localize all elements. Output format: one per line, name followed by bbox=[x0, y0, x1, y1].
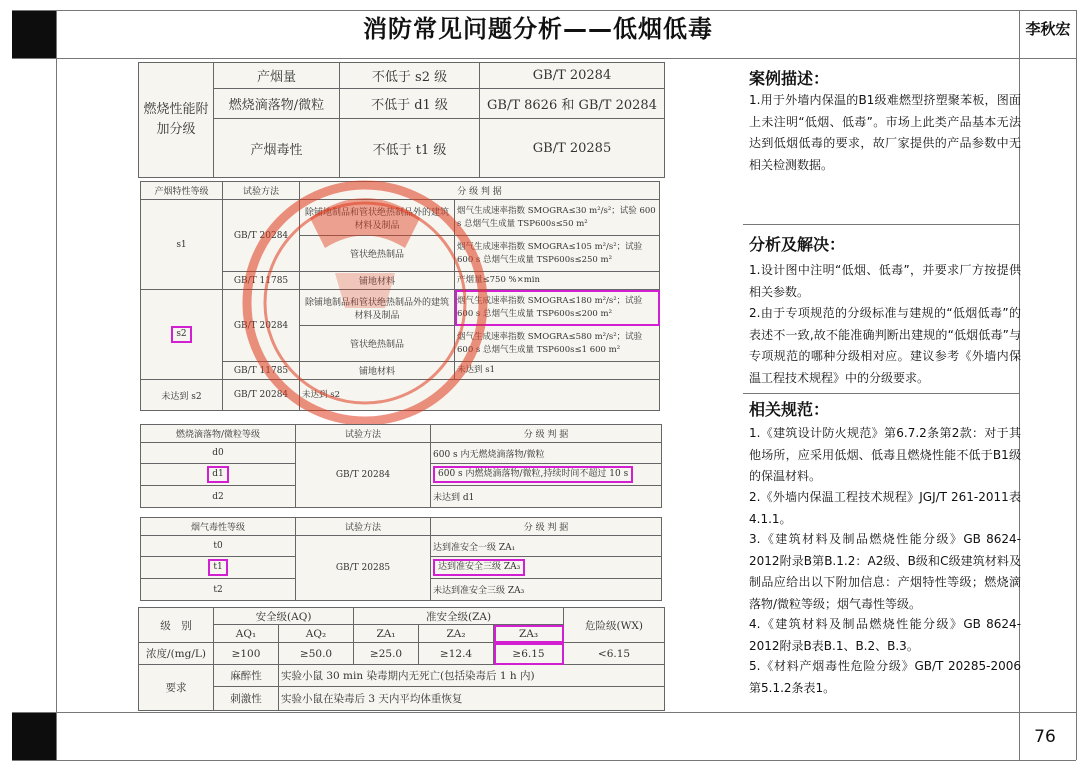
section-divider bbox=[743, 393, 1019, 394]
standard-cell: GB/T 20285 bbox=[480, 119, 665, 178]
criteria-t1: 达到准安全三级 ZA₃ bbox=[433, 559, 525, 576]
requirement-cell: 不低于 d1 级 bbox=[340, 89, 480, 119]
level-d1: d1 bbox=[207, 466, 229, 483]
requirement-cell: 不低于 t1 级 bbox=[340, 119, 480, 178]
method-cell: GB/T 20285 bbox=[296, 536, 431, 601]
criteria-cell-highlighted: 烟气生成速率指数 SMOGRA≤180 m²/s²；试验 600 s 总烟气生成量 TSP600s≤200 m² bbox=[455, 290, 660, 326]
sub-header: ZA₁ bbox=[354, 625, 419, 643]
norm-item-3: 3.《建筑材料及制品燃烧性能分级》GB 8624-2012附录B第B.1.2：A2级、B级和C级建筑材料及制品应给出以下附加信息：产烟特性等级；燃烧滴落物/微粒等级；烟气毒性等级。 bbox=[749, 532, 1021, 611]
grade-label: 级 别 bbox=[139, 608, 214, 643]
norm-item-1: 1.《建筑设计防火规范》第6.7.2条第2款：对于其他场所，应采用低烟、低毒且燃烧性能不低于B1级的保温材料。 bbox=[749, 426, 1021, 483]
level-s1: s1 bbox=[141, 200, 223, 290]
corner-block-top-left bbox=[12, 10, 56, 58]
table-additional-grading bbox=[138, 62, 665, 178]
category-cell: 管状绝热制品 bbox=[300, 236, 455, 272]
sub-header-highlighted: ZA₃ bbox=[494, 625, 564, 643]
method-cell: GB/T 20284 bbox=[223, 290, 300, 362]
analysis-point-2: 2.由于专项规范的分级标准与建规的“低烟低毒”的表述不一致,故不能准确判断出建规的“低烟低毒”与专项规范的哪种分级相对应。建议参考《外墙内保温工程技术规程》中的分级要求。 bbox=[749, 306, 1021, 385]
requirement-label: 要求 bbox=[139, 665, 214, 711]
method-cell: GB/T 20284 bbox=[223, 380, 300, 411]
header-bottom-rule bbox=[12, 58, 1076, 59]
table-toxicity-hazard bbox=[138, 607, 665, 711]
header-cell: 试验方法 bbox=[296, 425, 431, 443]
row-label: 燃烧性能附加分级 bbox=[139, 63, 214, 178]
criteria-cell: 烟气生成速率指数 SMOGRA≤105 m²/s²；试验 600 s 总烟气生成量 TSP600s≤250 m² bbox=[455, 236, 660, 272]
category-cell: 铺地材料 bbox=[300, 362, 455, 380]
header-cell: 烟气毒性等级 bbox=[141, 518, 296, 536]
method-cell: GB/T 20284 bbox=[223, 200, 300, 272]
criteria-cell: 未达到 s1 bbox=[455, 362, 660, 380]
conc-cell: ≥12.4 bbox=[419, 643, 494, 665]
method-cell: GB/T 20284 bbox=[296, 443, 431, 508]
requirement-cell: 不低于 s2 级 bbox=[340, 63, 480, 89]
page-number: 76 bbox=[1034, 727, 1056, 747]
frame-bottom bbox=[12, 760, 1076, 761]
category-cell: 除铺地制品和管状绝热制品外的建筑材料及制品 bbox=[300, 200, 455, 236]
level-t0: t0 bbox=[141, 536, 296, 557]
criteria-cell: 产烟量≤750 %×min bbox=[455, 272, 660, 290]
criteria-cell-highlighted bbox=[431, 464, 662, 486]
item-cell: 产烟毒性 bbox=[214, 119, 340, 178]
case-description-text: 1.用于外墙内保温的B1级难燃型挤塑聚苯板，图面上未注明“低烟、低毒”。市场上此类产品基本无法达到低烟低毒的要求，故厂家提供的产品参数中无相关检测数据。 bbox=[749, 93, 1021, 172]
header-cell: 分 级 判 据 bbox=[300, 182, 660, 200]
irritant-requirement: 实验小鼠在染毒后 3 天内平均体重恢复 bbox=[279, 687, 665, 711]
footer-top-rule bbox=[12, 712, 1076, 713]
category-cell: 除铺地制品和管状绝热制品外的建筑材料及制品 bbox=[300, 290, 455, 326]
item-cell: 燃烧滴落物/微粒 bbox=[214, 89, 340, 119]
method-cell: GB/T 11785 bbox=[223, 362, 300, 380]
safe-level-header: 安全级(AQ) bbox=[214, 608, 354, 625]
header-cell: 试验方法 bbox=[296, 518, 431, 536]
conc-cell: ≥25.0 bbox=[354, 643, 419, 665]
level-t1: t1 bbox=[208, 559, 227, 576]
category-cell: 管状绝热制品 bbox=[300, 326, 455, 362]
norm-item-5: 5.《材料产烟毒性危险分级》GB/T 20285-2006第5.1.2条表1。 bbox=[749, 659, 1021, 695]
level-s2: s2 bbox=[171, 326, 191, 343]
anesthetic-requirement: 实验小鼠 30 min 染毒期内无死亡(包括染毒后 1 h 内) bbox=[279, 665, 665, 687]
standard-cell: GB/T 20284 bbox=[480, 63, 665, 89]
header-cell: 试验方法 bbox=[223, 182, 300, 200]
item-cell: 产烟量 bbox=[214, 63, 340, 89]
conc-cell: <6.15 bbox=[564, 643, 665, 665]
header-cell: 分 级 判 据 bbox=[431, 425, 662, 443]
level-d0: d0 bbox=[141, 443, 296, 464]
level-t2: t2 bbox=[141, 579, 296, 601]
criteria-cell-highlighted bbox=[431, 557, 662, 579]
case-description-title: 案例描述： bbox=[749, 69, 830, 88]
criteria-cell: 烟气生成速率指数 SMOGRA≤580 m²/s²；试验 600 s 总烟气生成量 TSP600s≤1 600 m² bbox=[455, 326, 660, 362]
analysis-title: 分析及解决： bbox=[749, 235, 846, 254]
category-cell: 铺地材料 bbox=[300, 272, 455, 290]
author-name: 李秋宏 bbox=[1025, 20, 1071, 38]
criteria-cell: 达到准安全一级 ZA₁ bbox=[431, 536, 662, 557]
table-flaming-droplets bbox=[140, 424, 662, 508]
concentration-label: 浓度/(mg/L) bbox=[139, 643, 214, 665]
criteria-cell: 未达到准安全三级 ZA₃ bbox=[431, 579, 662, 601]
method-cell: GB/T 11785 bbox=[223, 272, 300, 290]
criteria-cell: 烟气生成速率指数 SMOGRA≤30 m²/s²；试验 600 s 总烟气生成量 TSP600s≤50 m² bbox=[455, 200, 660, 236]
section-divider bbox=[743, 224, 1019, 225]
criteria-d1: 600 s 内燃烧滴落物/微粒,持续时间不超过 10 s bbox=[433, 466, 633, 483]
related-norms-title: 相关规范： bbox=[749, 400, 830, 419]
header-cell: 分 级 判 据 bbox=[431, 518, 662, 536]
norm-item-4: 4.《建筑材料及制品燃烧性能分级》GB 8624-2012附录B表B.1、B.2、B.3。 bbox=[749, 617, 1021, 653]
anesthetic-label: 麻醉性 bbox=[214, 665, 279, 687]
level-d2: d2 bbox=[141, 486, 296, 508]
conc-cell: ≥100 bbox=[214, 643, 279, 665]
conc-cell: ≥50.0 bbox=[279, 643, 354, 665]
norm-item-2: 2.《外墙内保温工程技术规程》JGJ/T 261-2011表4.1.1。 bbox=[749, 490, 1021, 526]
corner-block-bottom-left bbox=[12, 712, 56, 760]
header-cell: 燃烧滴落物/微粒等级 bbox=[141, 425, 296, 443]
analysis-point-1: 1.设计图中注明“低烟、低毒”，并要求厂方按提供相关参数。 bbox=[749, 263, 1021, 299]
level-t1-cell bbox=[141, 557, 296, 579]
sub-header: ZA₂ bbox=[419, 625, 494, 643]
level-s2-cell bbox=[141, 290, 223, 380]
criteria-cell: 600 s 内无燃烧滴落物/微粒 bbox=[431, 443, 662, 464]
standard-cell: GB/T 8626 和 GB/T 20284 bbox=[480, 89, 665, 119]
left-rule bbox=[56, 10, 57, 760]
frame-right bbox=[1076, 10, 1077, 760]
criteria-cell: 未达到 d1 bbox=[431, 486, 662, 508]
irritant-label: 刺激性 bbox=[214, 687, 279, 711]
table-smoke-toxicity bbox=[140, 517, 662, 601]
level-s3: 未达到 s2 bbox=[141, 380, 223, 411]
quasi-safe-header: 准安全级(ZA) bbox=[354, 608, 564, 625]
sub-header: AQ₂ bbox=[279, 625, 354, 643]
conc-cell-highlighted: ≥6.15 bbox=[494, 643, 564, 665]
page-title: 消防常见问题分析——低烟低毒 bbox=[363, 15, 713, 43]
table-smoke-production bbox=[140, 181, 660, 411]
criteria-cell: 未达到 s2 bbox=[300, 380, 660, 411]
sub-header: AQ₁ bbox=[214, 625, 279, 643]
level-d1-cell bbox=[141, 464, 296, 486]
header-cell: 产烟特性等级 bbox=[141, 182, 223, 200]
danger-header: 危险级(WX) bbox=[564, 608, 665, 643]
